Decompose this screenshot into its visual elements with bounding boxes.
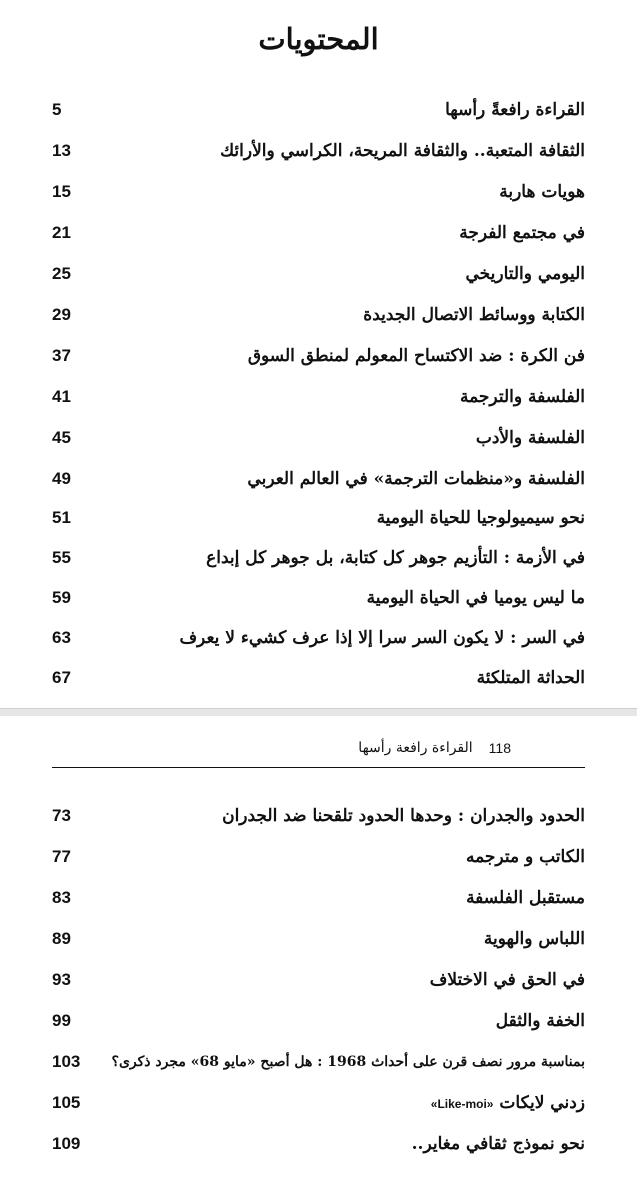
- toc-entry-title-latin: «Like-moi»: [430, 1097, 494, 1111]
- toc-entry: [52, 623, 585, 653]
- toc-entry-page: 99: [52, 1011, 71, 1030]
- toc-entry: [52, 136, 585, 166]
- toc-entry: [52, 464, 585, 494]
- toc-entry-page: 63: [52, 628, 71, 647]
- toc-entry: [52, 259, 585, 289]
- toc-entry-title: اللباس والهوية: [483, 929, 585, 949]
- toc-entry-title: الكتابة ووسائط الاتصال الجديدة: [363, 305, 585, 325]
- toc-entry-title: ما ليس يوميا في الحياة اليومية: [366, 588, 585, 608]
- toc-entry: [52, 300, 585, 330]
- toc-entry-title: الكاتب و مترجمه: [465, 847, 585, 867]
- toc-entry: [52, 883, 585, 913]
- toc-entry-title: القراءة رافعةً رأسها: [445, 100, 585, 120]
- toc-entry: [52, 423, 585, 453]
- toc-entry-page: 45: [52, 428, 71, 447]
- toc-entry-title: نحو نموذج ثقافي مغاير..: [411, 1134, 585, 1154]
- toc-entry-page: 41: [52, 387, 71, 406]
- toc-entry-page: 89: [52, 929, 71, 948]
- toc-entry-title: الفلسفة والترجمة: [459, 387, 585, 407]
- toc-entry-title: في مجتمع الفرجة: [459, 223, 585, 243]
- toc-entry: [52, 1006, 585, 1036]
- toc-entry-title: الفلسفة والأدب: [475, 428, 585, 448]
- toc-entry-page: 73: [52, 806, 71, 825]
- page-title: المحتويات: [258, 22, 379, 56]
- toc-entry: [52, 177, 585, 207]
- toc-entry-page: 55: [52, 548, 71, 567]
- toc-entry-page: 29: [52, 305, 71, 324]
- toc-entry-page: 37: [52, 346, 71, 365]
- toc-entry-page: 21: [52, 223, 71, 242]
- toc-entry-page: 59: [52, 588, 71, 607]
- toc-entry: [52, 663, 585, 693]
- running-header-page: 118: [488, 740, 511, 756]
- toc-entry-page: 51: [52, 508, 71, 527]
- toc-entry-title: الثقافة المتعبة.. والثقافة المريحة، الكراسي والأرائك: [220, 141, 585, 161]
- toc-entry-title: فن الكرة : ضد الاكتساح المعولم لمنطق السوق: [247, 346, 585, 366]
- toc-entry: [52, 503, 585, 533]
- toc-entry-title: الخفة والثقل: [495, 1011, 585, 1031]
- toc-entry: [52, 543, 585, 573]
- toc-entry: [52, 95, 585, 125]
- toc-entry-title: الحدود والجدران : وحدها الحدود تلقحنا ضد الجدران: [222, 806, 585, 826]
- toc-entry-page: 83: [52, 888, 71, 907]
- toc-entry-title: في السر : لا يكون السر سرا إلا إذا عرف كشيء لا يعرف: [179, 628, 585, 648]
- toc-entry-title: نحو سيميولوجيا للحياة اليومية: [376, 508, 585, 528]
- toc-entry: [52, 801, 585, 831]
- toc-entry: [52, 965, 585, 995]
- toc-entry: [52, 1047, 585, 1077]
- toc-entry: [52, 341, 585, 371]
- toc-entry: [52, 1088, 585, 1118]
- toc-entry: [52, 842, 585, 872]
- toc-entry-title: [431, 1093, 585, 1113]
- toc-entry: [52, 382, 585, 412]
- toc-entry-page: 13: [52, 141, 71, 160]
- toc-entry-title: في الأزمة : التأزيم جوهر كل كتابة، بل جوهر كل إبداع: [206, 548, 585, 568]
- header-divider: [52, 767, 585, 768]
- toc-entry-page: 103: [52, 1052, 81, 1071]
- toc-entry-title: مستقبل الفلسفة: [466, 888, 585, 908]
- running-header: [52, 735, 585, 761]
- toc-entry-page: 109: [52, 1134, 81, 1153]
- toc-entry-page: 5: [52, 100, 62, 119]
- toc-entry: [52, 583, 585, 613]
- toc-entry-page: 77: [52, 847, 71, 866]
- toc-entry-title: في الحق في الاختلاف: [429, 970, 585, 990]
- toc-entry-title: اليومي والتاريخي: [465, 264, 585, 284]
- toc-entry-page: 105: [52, 1093, 81, 1112]
- toc-entry-title: هويات هاربة: [499, 182, 585, 202]
- toc-entry: [52, 218, 585, 248]
- toc-entry-title: بمناسبة مرور نصف قرن على أحداث 1968 : هل أصبح «مايو 68» مجرد ذكرى؟: [111, 1054, 585, 1070]
- toc-entry-page: 93: [52, 970, 71, 989]
- toc-entry-title: الحداثة المتلكئة: [476, 668, 585, 688]
- toc-entry-page: 49: [52, 469, 71, 488]
- toc-entry-title-text: زدني لايكات: [499, 1093, 585, 1113]
- running-header-title: القراءة رافعة رأسها: [358, 740, 473, 756]
- toc-entry: [52, 1129, 585, 1159]
- toc-entry-page: 67: [52, 668, 71, 687]
- toc-entry-page: 25: [52, 264, 71, 283]
- toc-entry-page: 15: [52, 182, 71, 201]
- page-lower: [0, 716, 637, 1200]
- toc-entry-title: الفلسفة و«منظمات الترجمة» في العالم العربي: [247, 469, 585, 489]
- toc-entry: [52, 924, 585, 954]
